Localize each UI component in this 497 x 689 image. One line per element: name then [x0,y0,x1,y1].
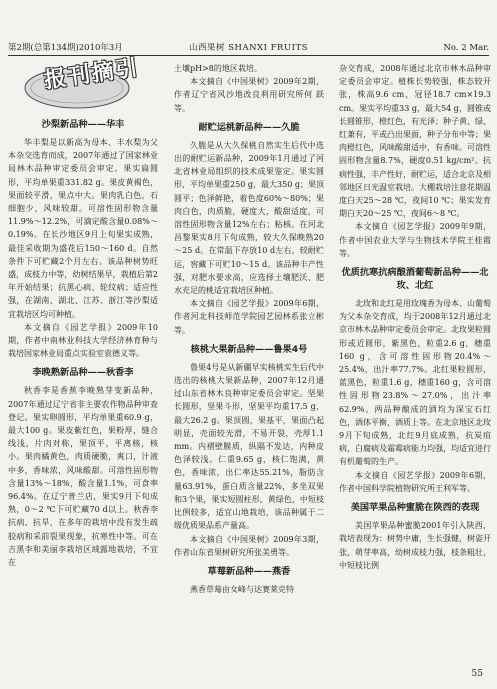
article-source: 本文摘自《中国果树》2009年3期，作者山东省果树研究所张美勇等。 [174,534,324,557]
column-2 [174,62,324,596]
issue-info: 第2期(总第134期)2010年3月 [8,43,123,53]
article-title: 美国苹果品种蜜脆在陕西的表现 [350,502,480,514]
article-body: 杂交育成，2008年通过北京市林木品种审定委员会审定。植株长势较强，株态较开张，株高9.6 cm，冠径18.7 cm×19.3 cm。果实平均重33 g，最大54 g，圆锥或长圆锥形，橙红色，有光泽；种子黄、绿、红兼有，平或凸出果面，种子分布中等；果肉橙红色，风味酸甜适中，有香味。可溶性固形物含量8.7%，硬度0.51 kg/cm²。抗病性强，丰产性好，耐贮运，适合北京及相邻地区日光温室栽培。大棚栽培注意花期温度白天25～28 ℃，夜间10 ℃；果实发育期白天20～25 ℃，夜间6～8 ℃。 [339,64,491,219]
article-source: 本文摘自《园艺学报》2009年9期，作者中国农业大学与生物技术学院王桂霞等。 [339,222,491,258]
article-body: 燕香草莓由女峰与达赛莱克特 [190,584,294,594]
article-body: 北玫和北红是用玫瑰香为母本、山葡萄为父本杂交育成，均于2008年12月通过北京市林木品种审定委员会审定。北玫果粒圆形或近圆形，紫黑色，粒重2.6 g，穗重160 g，含可溶性固形物20.4%～25.4%，出汁率77.7%。北红果粒圆形，蓝黑色，粒重1.6 g，穗重160 g，含可溶性固形物23.8%～27.0%，出汁率62.9%。两品种酿成的酒均为深宝石红色，酒体平衡，酒质上等。在北京地区北玫9月下旬成熟，北红9月底成熟，抗炭疽病，白腐病及霜霉病能力均强，均适宜进行有机葡萄的生产。 [339,299,491,467]
article-title: 草莓新品种——燕香 [207,565,291,577]
column-3 [339,62,491,572]
article-source: 本文摘自《园艺学报》2009年6期，作者河北科技师范学院园艺园林系张立彬等。 [174,299,324,335]
article-body: 久脆是从大久保桃自然实生后代中选出的耐贮运新品种，2009年1月通过了河北省林业局组织的技术成果鉴定。果实圆形，平均单果重250 g，最大350 g；果顶圆平；色泽鲜艳，着色度60%～80%；果肉白色，肉质脆，硬度大，酸甜适度，可溶性固形物含量12%左右；粘核。在河北昌黎果实8月下旬成熟，较大久保晚熟20～25 d。在常温下存放10 d左右，较耐贮运，窖藏下可贮10～15 d。该品种丰产性强，对肥水要求高，应选择土壤肥沃、肥水充足的桃适宜栽培区种植。 [174,140,324,296]
article-title: 优质抗寒抗病酿酒葡萄新品种——北玫、北红 [341,267,489,292]
article-source: 本文摘自《中国果树》2009年2期，作者辽宁省风沙地改良利用研究所何 跃等。 [174,77,324,113]
article-body: 鲁果4号是从新疆早实核桃实生后代中选出的核桃大果新品种，2007年12月通过山东省林木良种审定委员会审定。坚果长圆形，坚果斗形，坚果平均重17.5 g，最大26.2 g。果顶圆，果基平，果面凸起明显，壳面较光滑，不易开裂，壳厚1.1 mm。内褶壁膜质，纵隔不发达，内种皮色泽较浅。仁重9.65 g，核仁饱满，黄色，香味浓，出仁率达55.21%，脂肪含量63.91%，蛋白质含量22%，多坐双果和3个果，果实短圆柱形，黄绿色，中短枝比例较多，适宜山地栽培，该品种属于二级优质果品系产量高。 [174,362,324,531]
page-number: 55 [471,669,483,679]
article-body: 秋香李是香蕉李晚熟芽变新品种，2007年通过辽宁省非主要农作物品种审查登记。果实卵圆形，平均单果重60.9 g，最大100 g。果皮紫红色，果粉厚，缝合线浅，片肉对称，果顶平，平离核，核小。果肉橘黄色，肉质硬脆，爽口，汁液中多，香味浓，风味酸甜。可溶性固形物含量13%～18%，酸含量1.1%，可食率96.4%。在辽宁普兰店，果实9月下旬成熟，0～2 ℃下可贮藏70 d以上。秋香李抗病、抗旱，在多年的栽培中没有发生疏胶病和采前裂果现象，抗寒性中等。可在吉黑李和美丽李栽培区域露地栽培，不宜在 [8,386,158,568]
issue-number: No. 2 Mar. [443,43,489,53]
article-body: 美国苹果品种蜜脆2001年引入陕西，栽培表现为：树势中庸，生长强健，树姿开张，萌芽率高，幼树成枝力强，枝条粗壮，中短枝比例 [339,521,491,570]
article-title: 耐贮运桃新品种——久脆 [198,121,300,133]
logo-text: 报刊摘引 [42,54,142,94]
article-source: 本文摘自《园艺学报》2009年6期，作者中国科学院植物研究所王利军等。 [339,470,491,493]
article-body: 土壤pH>8的地区栽培。 [174,64,262,73]
article-body: 华丰梨是以新高为母本、丰水梨为父本杂交选育而成，2007年通过了国家林业局林木品种审定委员会审定。果实扁圆形，平均单果重331.82 g。果皮黄褐色，果面较平滑，果点中大。果肉乳白色，石细胞少，风味较甜。可溶性固形物含量11.9%～12.2%，可滴定酸含量0.08%～0.19%。在长沙地区9月上旬果实成熟，最佳采收期为盛花后150～160 d。自然条件下可贮藏2个月左右。该品种树势旺盛，成枝力中等，幼树结果早，栽植后第2年开始结果；抗黑心病、轮纹病；适应性强，在湖南、湖北、江苏、浙江等沙梨适宜栽培区均可种植。 [8,138,158,319]
journal-name: 山西果树 SHANXI FRUITS [189,43,308,53]
column-1 [8,54,158,569]
running-header [8,41,489,56]
article-source: 本文摘自《园艺学报》2009年10期，作者中南林业科技大学经济林育种与栽培国家林业局重点实验室袁德义等。 [8,322,158,359]
article-title: 核桃大果新品种——鲁果4号 [190,343,308,355]
article-title: 李晚熟新品种——秋香李 [32,367,134,379]
article-title: 沙梨新品种——华丰 [41,119,125,130]
section-logo [8,54,158,112]
